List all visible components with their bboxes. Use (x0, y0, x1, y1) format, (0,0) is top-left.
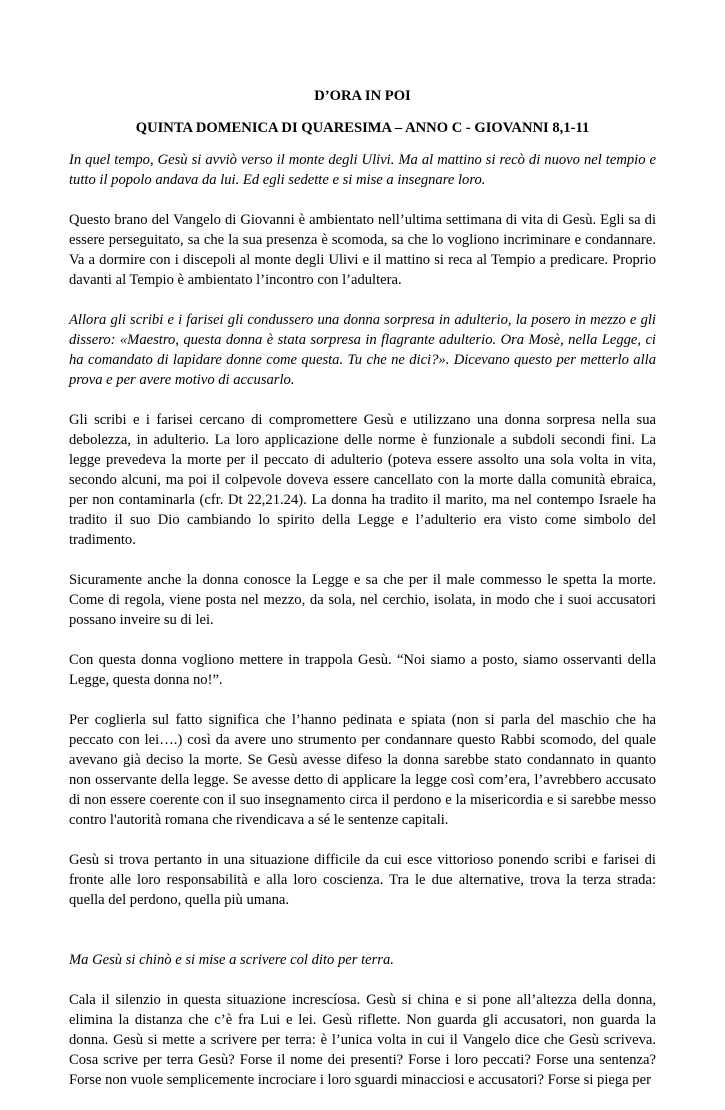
commentary-paragraph-6: Gesù si trova pertanto in una situazione difficile da cui esce vittorioso ponendo scribi e farisei di fronte alle loro responsabilità e alla loro coscienza. Tra le due alternative, trova la terza strada: quella del perdono, quella più umana. (69, 852, 656, 908)
commentary-paragraph-2: Gli scribi e i farisei cercano di compromettere Gesù e utilizzano una donna sorpresa nella sua debolezza, in adulterio. La loro applicazione delle norme è funzionale a subdoli secondi fini. La legge prevedeva la morte per il peccato di adulterio (poteva essere assolto una sola volta in vita, secondo alcuni, ma poi il colpevole doveva essere cancellato con la morte dalla comunità ebraica, per non contaminarla (cfr. Dt 22,21.24). La donna ha tradito il marito, ma nel contempo Israele ha tradito il suo Dio cambiando lo spirito della Legge e l’adulterio era visto come simbolo del tradimento. (69, 412, 656, 548)
commentary-paragraph-3: Sicuramente anche la donna conosce la Legge e sa che per il male commesso le spetta la morte. Come di regola, viene posta nel mezzo, da sola, nel cerchio, isolata, in modo che i suoi accusatori possano inveire su di lei. (69, 572, 656, 628)
document-title: D’ORA IN POI (314, 88, 411, 104)
commentary-paragraph-7: Cala il silenzio in questa situazione increscíosa. Gesù si china e si pone all’altezza della donna, elimina la distanza che c’è fra Lui e lei. Gesù riflette. Non guarda gli accusatori, non guarda la donna. Gesù si mette a scrivere per terra: è l’unica volta in cui il Vangelo dice che Gesù scriveva. Cosa scrive per terra Gesù? Forse il nome dei presenti? Forse i loro peccati? Forse una sentenza? Forse non vuole semplicemente incrociare i loro sguardi minacciosi e accusatori? Forse si piega per (69, 992, 656, 1088)
gospel-quote-2: Allora gli scribi e i farisei gli condussero una donna sorpresa in adulterio, la posero in mezzo e gli dissero: «Maestro, questa donna è stata sorpresa in flagrante adulterio. Ora Mosè, nella Legge, ci ha comandato di lapidare donne come questa. Tu che ne dici?». Dicevano questo per metterlo alla prova e per avere motivo di accusarlo. (69, 312, 656, 388)
gospel-quote-3: Ma Gesù si chinò e si mise a scrivere col dito per terra. (69, 952, 394, 968)
gospel-quote-1: In quel tempo, Gesù si avviò verso il monte degli Ulivi. Ma al mattino si recò di nuovo nel tempio e tutto il popolo andava da lui. Ed egli sedette e si mise a insegnare loro. (69, 152, 656, 188)
document-subtitle: QUINTA DOMENICA DI QUARESIMA – ANNO C - GIOVANNI 8,1-11 (135, 120, 590, 136)
commentary-paragraph-4: Con questa donna vogliono mettere in trappola Gesù. “Noi siamo a posto, siamo osservanti della Legge, questa donna no!”. (69, 652, 656, 688)
commentary-paragraph-5: Per coglierla sul fatto significa che l’hanno pedinata e spiata (non si parla del maschio che ha peccato con lei….) così da avere uno strumento per condannare questo Rabbi scomodo, del quale avevano già deciso la morte. Se Gesù avesse difeso la donna sarebbe stato condannato in quanto non osservante della legge. Se avesse detto di applicare la legge così com’era, l’avrebbero accusato di non essere coerente con il suo insegnamento circa il perdono e la misericordia e si sarebbe messo contro l'autorità romana che rivendicava a sé le sentenze capitali. (69, 712, 656, 828)
commentary-paragraph-1: Questo brano del Vangelo di Giovanni è ambientato nell’ultima settimana di vita di Gesù. Egli sa di essere perseguitato, sa che la sua presenza è scomoda, sa che lo vogliono incriminare e condannare. Va a dormire con i discepoli al monte degli Ulivi e il mattino si reca al Tempio a predicare. Proprio davanti al Tempio è ambientato l’incontro con l’adultera. (69, 212, 656, 288)
document-page (69, 86, 656, 1110)
